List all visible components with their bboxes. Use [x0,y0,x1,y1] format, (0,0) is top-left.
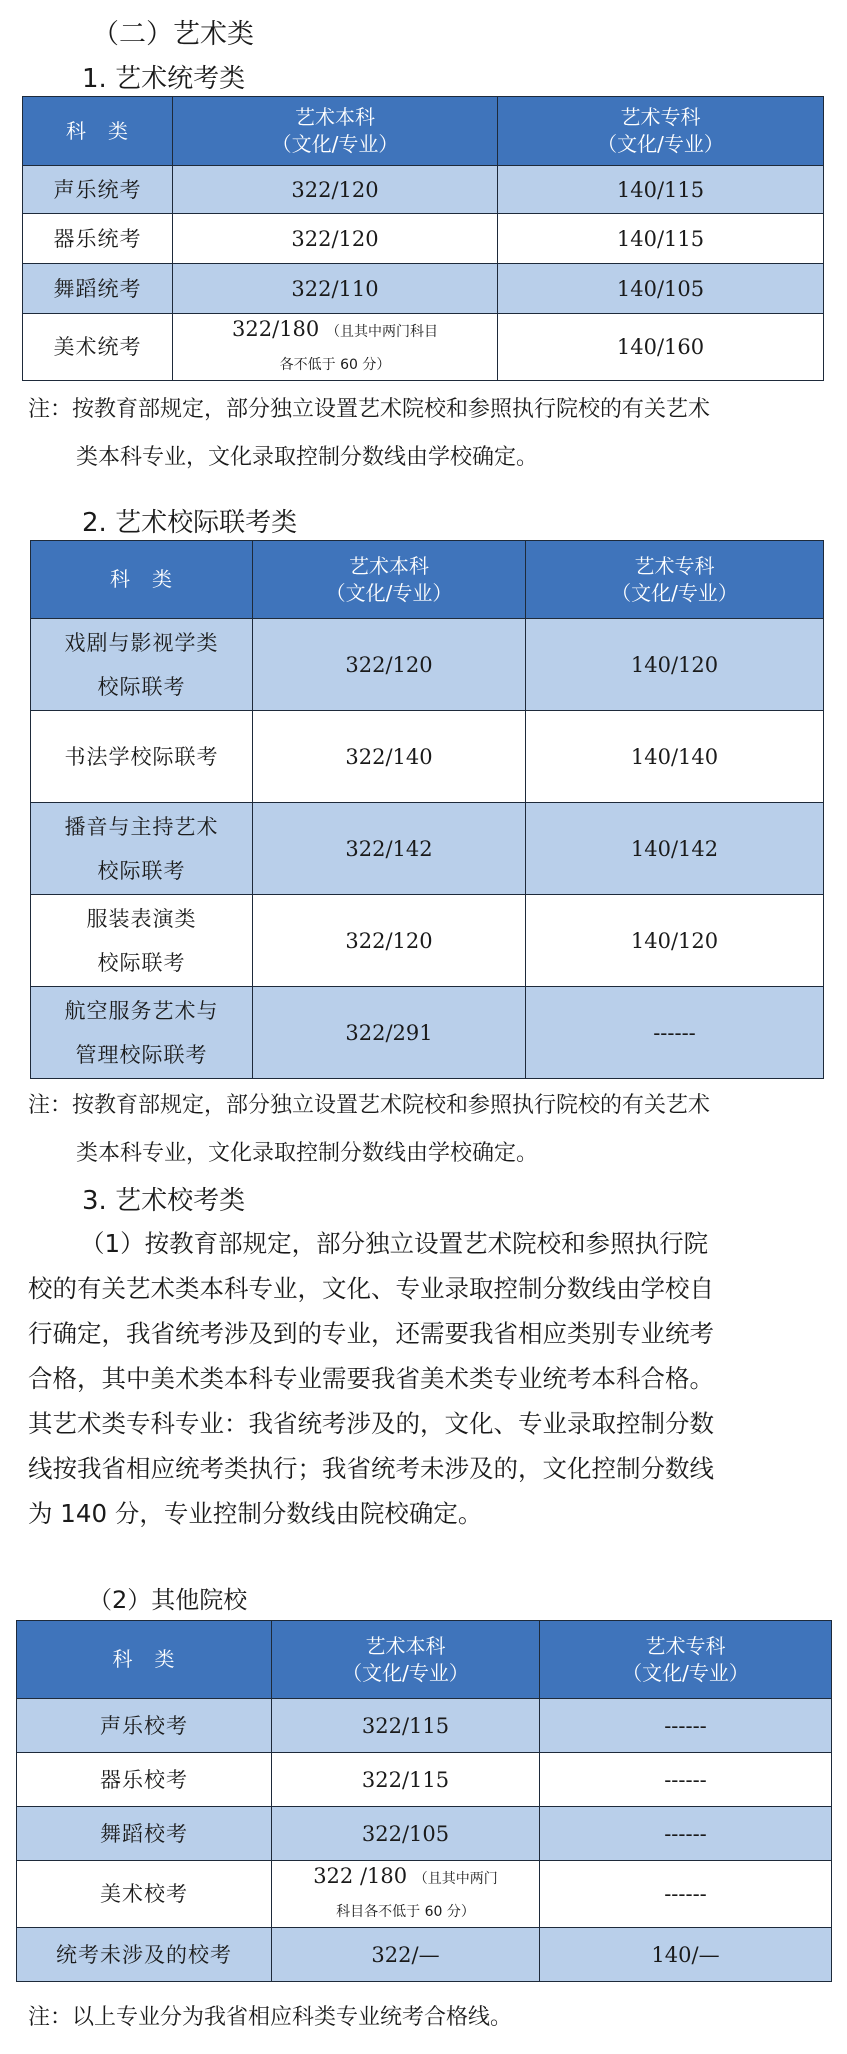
table-row: 书法学校际联考 322/140 140/140 [31,711,824,803]
part3-table [16,1620,832,1982]
part1-table [22,96,824,381]
part1-title: 1. 艺术统考类 [82,64,246,94]
part1-note-line1: 注：按教育部规定，部分独立设置艺术院校和参照执行院校的有关艺术 [28,397,711,422]
header-bachelor: 艺术本科 （文化/专业） [253,541,526,619]
table-header-row [23,97,824,166]
table-row: 播音与主持艺术 校际联考 322/142 140/142 [31,803,824,895]
header-associate: 艺术专科 （文化/专业） [526,541,824,619]
table-row: 统考未涉及的校考 322/— 140/— [17,1928,832,1982]
table-row: 舞蹈统考 322/110 140/105 [23,264,824,314]
header-category: 科 类 [31,541,253,619]
table-row: 服装表演类 校际联考 322/120 140/120 [31,895,824,987]
table-row: 声乐统考 322/120 140/115 [23,166,824,214]
table-row: 舞蹈校考 322/105 ------ [17,1807,832,1861]
table-row: 航空服务艺术与 管理校际联考 322/291 ------ [31,987,824,1079]
part1-note-line2: 类本科专业，文化录取控制分数线由学校确定。 [76,445,539,470]
part3-sub-title: （2）其他院校 [88,1586,248,1614]
part3-para-line1: （1）按教育部规定，部分独立设置艺术院校和参照执行院 [80,1229,709,1258]
part3-para-line4: 合格，其中美术类本科专业需要我省美术类专业统考本科合格。 [28,1364,714,1393]
table-row: 美术统考 322/180 （且其中两门科目 各不低于 60 分） 140/160 [23,314,824,381]
table-header-row [31,541,824,619]
part3-para-line5: 其艺术类专科专业：我省统考涉及的，文化、专业录取控制分数 [28,1409,714,1438]
part3-note: 注：以上专业分为我省相应科类专业统考合格线。 [28,2005,513,2030]
part2-title: 2. 艺术校际联考类 [82,508,298,538]
header-category: 科 类 [17,1621,272,1699]
table-header-row [17,1621,832,1699]
section-title: （二）艺术类 [92,19,254,50]
part2-note-line2: 类本科专业，文化录取控制分数线由学校确定。 [76,1141,539,1166]
part3-title: 3. 艺术校考类 [82,1186,246,1216]
header-bachelor: 艺术本科 （文化/专业） [173,97,498,166]
header-category: 科 类 [23,97,173,166]
table-row: 器乐校考 322/115 ------ [17,1753,832,1807]
table-row: 戏剧与影视学类 校际联考 322/120 140/120 [31,619,824,711]
header-bachelor: 艺术本科 （文化/专业） [272,1621,540,1699]
part3-para-line3: 行确定，我省统考涉及到的专业，还需要我省相应类别专业统考 [28,1319,714,1348]
part3-para-line7: 为 140 分，专业控制分数线由院校确定。 [28,1499,483,1528]
table-row: 美术校考 322 /180 （且其中两门 科目各不低于 60 分） ------ [17,1861,832,1928]
part3-para-line6: 线按我省相应统考类执行；我省统考未涉及的，文化控制分数线 [28,1454,714,1483]
table-row: 声乐校考 322/115 ------ [17,1699,832,1753]
part2-table [30,540,824,1079]
part3-para-line2: 校的有关艺术类本科专业，文化、专业录取控制分数线由学校自 [28,1274,714,1303]
header-associate: 艺术专科 （文化/专业） [540,1621,832,1699]
part2-note-line1: 注：按教育部规定，部分独立设置艺术院校和参照执行院校的有关艺术 [28,1093,711,1118]
header-associate: 艺术专科 （文化/专业） [498,97,824,166]
table-row: 器乐统考 322/120 140/115 [23,214,824,264]
